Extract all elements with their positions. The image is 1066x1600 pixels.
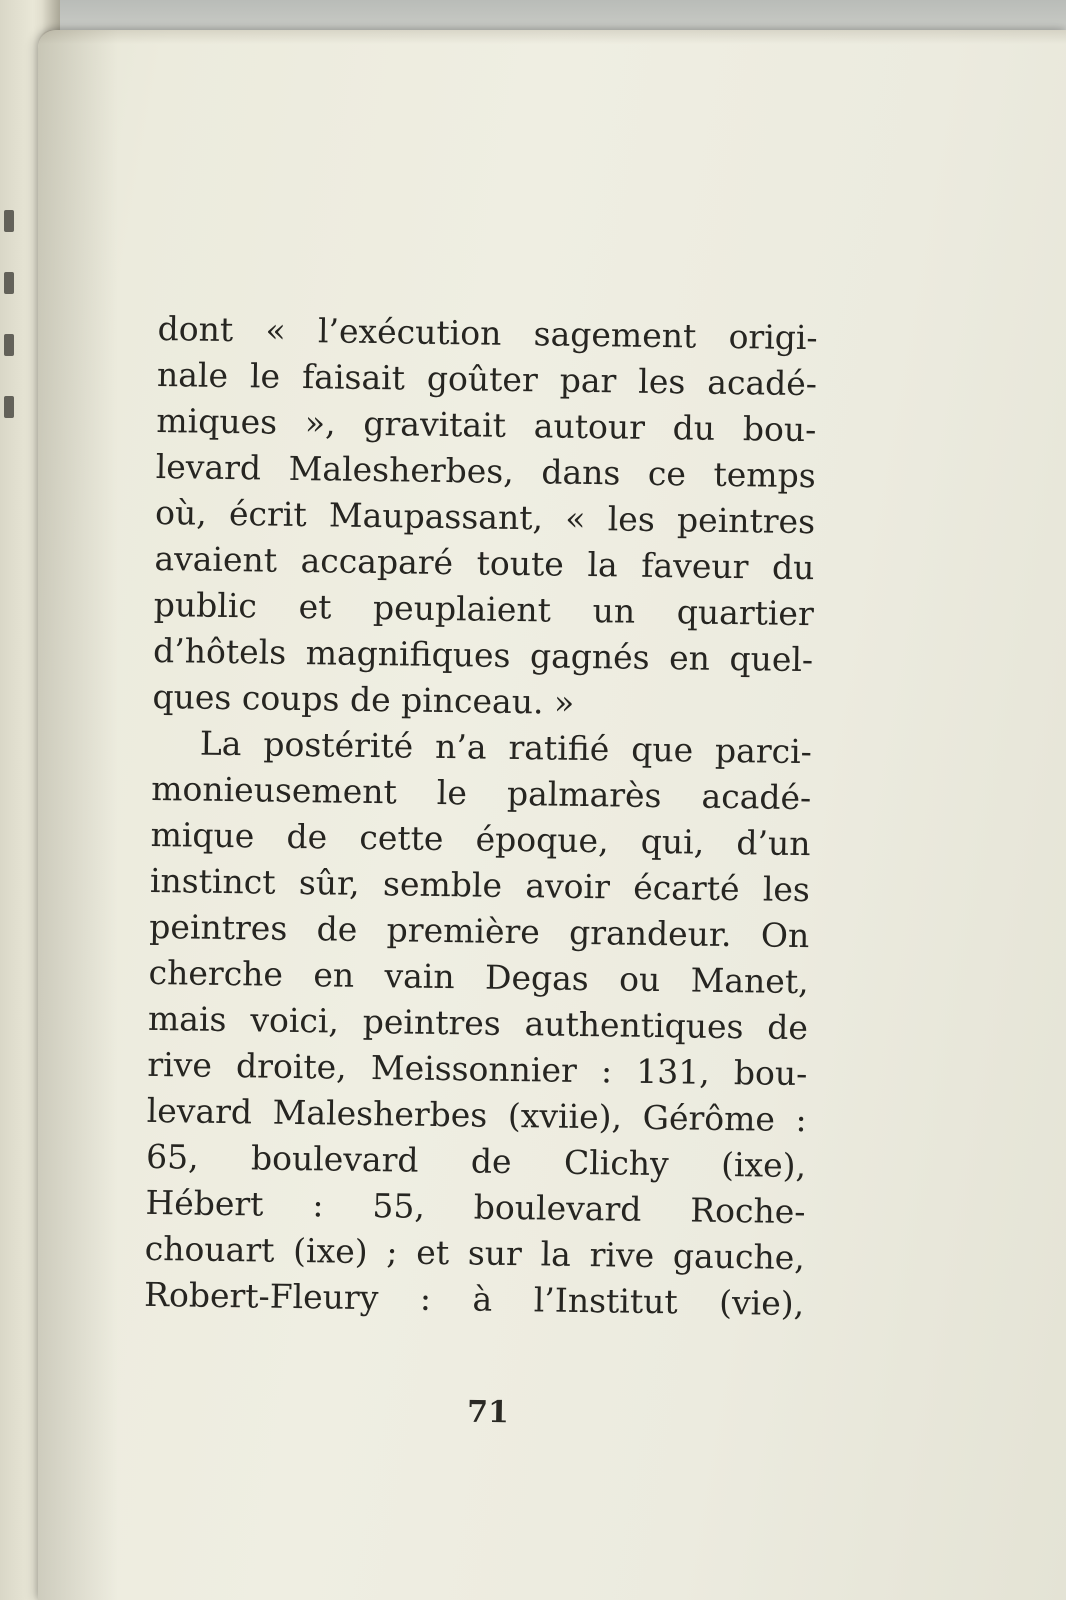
text-line: nale le faisait goûter par les acadé- — [156, 354, 818, 404]
text-line: 65, boulevard de Clichy (ixe), — [145, 1136, 807, 1186]
text-line: mique de cette époque, qui, d’un — [150, 814, 811, 864]
text-line: rive droite, Meissonnier : 131, bou- — [147, 1044, 808, 1094]
text-fragment — [4, 210, 14, 232]
page-top-edge — [38, 30, 1066, 44]
text-line: cherche en vain Degas ou Manet, — [148, 952, 809, 1002]
page-body-text — [144, 306, 818, 1327]
text-line: Hébert : 55, boulevard Roche- — [145, 1182, 806, 1232]
text-line: chouart (ixe) ; et sur la rive gauche, — [144, 1228, 806, 1278]
text-line: instinct sûr, semble avoir écarté les — [149, 860, 811, 910]
text-line: levard Malesherbes (xviie), Gérôme : — [146, 1090, 807, 1140]
text-line: monieusement le palmarès acadé- — [150, 768, 812, 818]
text-fragment — [4, 272, 14, 294]
text-line: dont « l’exécution sagement origi- — [157, 308, 818, 358]
book-page — [38, 30, 1066, 1600]
text-line: public et peuplaient un quartier — [153, 584, 815, 634]
text-line: Robert-Fleury : à l’Institut (vie), — [143, 1274, 805, 1324]
facing-page-text-fragments — [4, 210, 20, 530]
paragraph-first-line: La postérité n’a ratifié que parci- — [199, 723, 813, 772]
text-line: peintres de première grandeur. On — [149, 906, 810, 956]
text-line: d’hôtels magnifiques gagnés en quel- — [152, 630, 814, 680]
page-number: 71 — [466, 1394, 510, 1431]
text-line: miques », gravitait autour du bou- — [156, 400, 817, 450]
text-line: levard Malesherbes, dans ce temps — [155, 446, 816, 496]
text-line: avaient accaparé toute la faveur du — [154, 538, 815, 588]
text-line: où, écrit Maupassant, « les peintres — [154, 492, 816, 542]
text-line: mais voici, peintres authentiques de — [147, 998, 809, 1048]
text-line: ques coups de pinceau. » — [152, 676, 575, 722]
text-fragment — [4, 334, 14, 356]
text-fragment — [4, 396, 14, 418]
gutter-shadow — [38, 30, 118, 1600]
